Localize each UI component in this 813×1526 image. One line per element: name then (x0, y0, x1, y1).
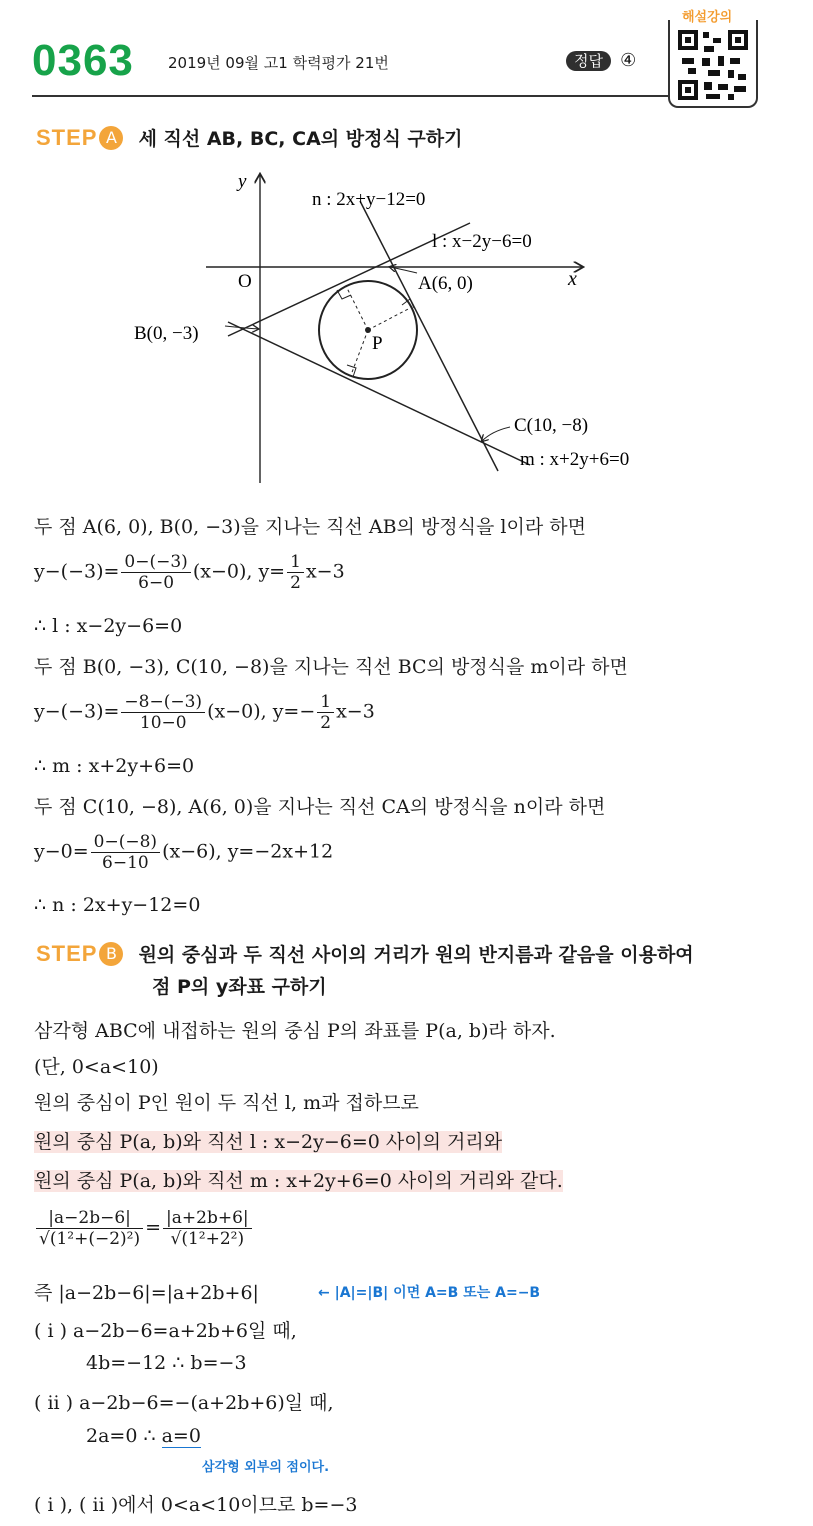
step-b-tag: STEP (36, 941, 98, 966)
eq-l-num: 0−(−3) (121, 552, 190, 573)
body-line-7: 두 점 C(10, −8), A(6, 0)을 지나는 직선 CA의 방정식을 n이라 하면 (34, 796, 606, 818)
eq-l-post: x−3 (305, 560, 345, 583)
answer-group (566, 50, 636, 71)
eq-m-den: 10−0 (139, 713, 187, 733)
eq-l-fden: 2 (290, 573, 301, 593)
line-n-label: n : 2x+y−12=0 (312, 189, 426, 210)
exam-source: 2019년 09월 고1 학력평가 21번 (168, 54, 389, 72)
eq-n-den: 6−10 (102, 853, 149, 873)
body2-case-1: ( i ) a−2b−6=a+2b+6일 때, (34, 1320, 297, 1342)
point-b-label: B(0, −3) (134, 323, 199, 344)
eq-l-fnum: 1 (287, 552, 304, 573)
step-a-letter: A (99, 126, 123, 150)
step-b-header (36, 940, 694, 967)
eq-m-mid: (x−0), y=− (207, 700, 316, 723)
highlight-4: 원의 중심 P(a, b)와 직선 l : x−2y−6=0 사이의 거리와 (34, 1131, 503, 1153)
eq-m-pre: y−(−3)= (34, 700, 120, 723)
header-rule (32, 95, 672, 97)
answer-badge: 정답 (566, 51, 611, 71)
body-line-9: ∴ n : 2x+y−12=0 (34, 894, 201, 916)
dist-num-1: |a−2b−6| (36, 1208, 143, 1229)
eq-n-num: 0−(−8) (91, 832, 160, 853)
body2-line-1: 삼각형 ABC에 내접하는 원의 중심 P의 좌표를 P(a, b)라 하자. (34, 1020, 556, 1042)
x-axis-label: x (568, 268, 577, 290)
distance-equation (34, 1208, 254, 1249)
body2-line-2: (단, 0<a<10) (34, 1056, 159, 1078)
body2-case-2-result (86, 1425, 201, 1447)
line-m-label: m : x+2y+6=0 (520, 449, 630, 470)
outside-note: 삼각형 외부의 점이다. (202, 1460, 330, 1475)
eq-m-fden: 2 (320, 713, 332, 733)
body2-case-1-result: 4b=−12 ∴ b=−3 (86, 1352, 247, 1374)
case-2-lead: 2a=0 ∴ (86, 1425, 162, 1447)
dist-den-2: √(1²+2²) (170, 1229, 245, 1249)
equation-l (34, 552, 345, 593)
eq-l-den: 6−0 (138, 573, 175, 593)
step-b-title-2: 점 P의 y좌표 구하기 (152, 976, 327, 998)
qr-code-icon (678, 30, 748, 100)
eq-m-fnum: 1 (317, 692, 334, 713)
equation-m (34, 692, 375, 733)
abs-value-note: ← |A|=|B| 이면 A=B 또는 A=−B (318, 1285, 541, 1301)
eq-n-pre: y−0= (34, 840, 89, 863)
body2-line-3: 원의 중심이 P인 원이 두 직선 l, m과 접하므로 (34, 1092, 419, 1114)
point-a-label: A(6, 0) (418, 273, 473, 294)
answer-value: ④ (620, 50, 637, 71)
dist-num-2: |a+2b+6| (163, 1208, 252, 1229)
step-a-header (36, 124, 463, 151)
problem-number: 0363 (32, 36, 134, 85)
eq-m-num: −8−(−3) (121, 692, 205, 713)
case-2-answer: a=0 (161, 1425, 201, 1447)
body2-line-7: 즉 |a−2b−6|=|a+2b+6| (34, 1282, 259, 1304)
point-p-label: P (372, 333, 383, 354)
highlight-5: 원의 중심 P(a, b)와 직선 m : x+2y+6=0 사이의 거리와 같다. (34, 1170, 563, 1192)
triangle-figure (120, 165, 720, 495)
body-line-6: ∴ m : x+2y+6=0 (34, 755, 195, 777)
body2-line-5 (34, 1166, 563, 1193)
equation-n (34, 832, 333, 873)
eq-l-pre: y−(−3)= (34, 560, 120, 583)
point-c-label: C(10, −8) (514, 415, 589, 436)
step-a-tag: STEP (36, 125, 98, 150)
step-b-title-1: 원의 중심과 두 직선 사이의 거리가 원의 반지름과 같음을 이용하여 (138, 944, 694, 966)
origin-label: O (238, 271, 252, 292)
eq-m-post: x−3 (336, 700, 375, 723)
qr-label: 해설강의 (682, 10, 733, 25)
dist-eq: = (145, 1216, 162, 1239)
step-a-title: 세 직선 AB, BC, CA의 방정식 구하기 (138, 128, 463, 150)
dist-den-1: √(1²+(−2)²) (39, 1229, 141, 1249)
y-axis-label: y (238, 171, 247, 192)
qr-box[interactable] (668, 20, 758, 108)
body2-case-2: ( ii ) a−2b−6=−(a+2b+6)일 때, (34, 1392, 334, 1414)
body-line-3: ∴ l : x−2y−6=0 (34, 615, 183, 637)
body-line-4: 두 점 B(0, −3), C(10, −8)을 지나는 직선 BC의 방정식을 m이라 하면 (34, 656, 628, 678)
body2-line-4 (34, 1127, 502, 1154)
eq-n-post: (x−6), y=−2x+12 (162, 840, 334, 863)
body-line-1: 두 점 A(6, 0), B(0, −3)을 지나는 직선 AB의 방정식을 l이라 하면 (34, 516, 586, 538)
body2-conclusion: ( i ), ( ii )에서 0<a<10이므로 b=−3 (34, 1494, 358, 1516)
eq-l-mid: (x−0), y= (192, 560, 286, 583)
line-l-label: l : x−2y−6=0 (432, 231, 532, 252)
step-b-letter: B (99, 942, 123, 966)
